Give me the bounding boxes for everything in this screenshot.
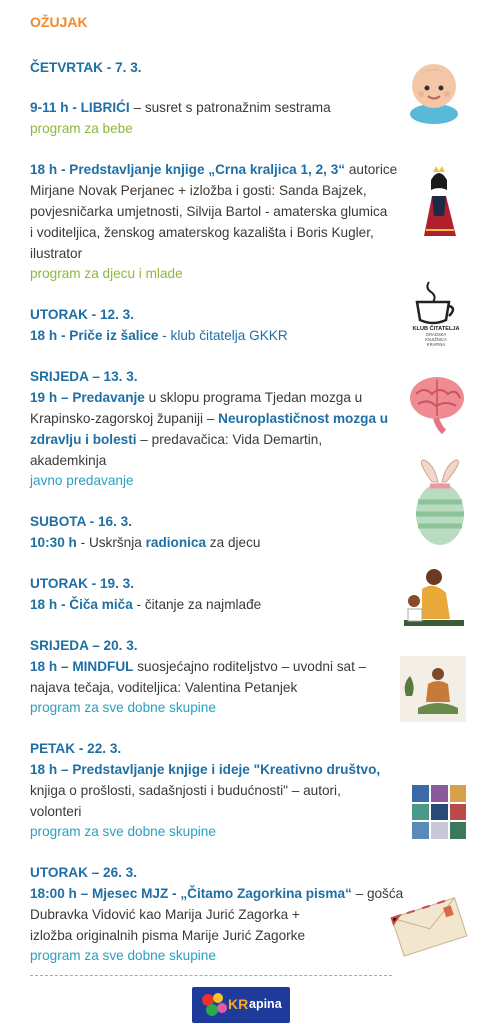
event-line: volonteri <box>30 804 82 819</box>
library-logo <box>192 987 290 1023</box>
mother-child-icon <box>398 565 468 631</box>
day-heading: SUBOTA - 16. 3. <box>30 514 132 529</box>
event-line: Krapinsko-zagorskoj županiji – Neuroplastičnost mozga u <box>30 411 389 426</box>
logo-heart-icon <box>198 990 230 1020</box>
event-line: i voditeljica, ženskog amaterskog kazališta i Boris Kugler, <box>30 225 374 240</box>
club-logo-text: GRADSKA <box>425 332 447 337</box>
day-heading: SRIJEDA – 20. 3. <box>30 638 138 653</box>
brain-icon <box>406 372 468 436</box>
baby-icon <box>401 58 467 128</box>
event-line: 18 h - Čiča miča - čitanje za najmlađe <box>30 597 262 612</box>
event-line: najava tečaja, voditeljica: Valentina Petanjek <box>30 680 298 695</box>
event-tag: javno predavanje <box>30 473 134 488</box>
event-line: 18 h - Predstavljanje knjige „Crna kraljica 1, 2, 3“ autorice <box>30 162 398 177</box>
event-line: 18 h – Predstavljanje knjige i ideje "Kreativno društvo, <box>30 762 381 777</box>
event-tag: program za djecu i mlade <box>30 266 183 281</box>
event-line: knjiga o prošlosti, sadašnjosti i budućnosti" – autori, <box>30 783 341 798</box>
event-line: 10:30 h - Uskršnja radionica za djecu <box>30 535 261 550</box>
meditation-icon <box>400 656 466 722</box>
divider <box>30 975 392 976</box>
event-line: zdravlju i bolesti – predavačica: Vida Demartin, <box>30 432 323 447</box>
club-logo-text: KRAPINA <box>426 342 446 346</box>
envelope-icon <box>388 893 470 959</box>
day-heading: UTORAK - 12. 3. <box>30 307 134 322</box>
easter-egg-icon <box>412 456 468 548</box>
event-tag: program za sve dobne skupine <box>30 948 216 963</box>
event-line: Mirjane Novak Perjanec + izložba i gosti: Sanda Bajzek, <box>30 183 367 198</box>
event-line: Dubravka Vidović kao Marija Jurić Zagorka + <box>30 907 300 922</box>
logo-text-suffix: apina <box>249 997 282 1011</box>
day-heading: PETAK - 22. 3. <box>30 741 122 756</box>
event-line: 18 h – MINDFUL suosjećajno roditeljstvo – uvodni sat – <box>30 659 367 674</box>
event-line: 18:00 h – Mjesec MJZ - „Čitamo Zagorkina pisma“ – gošća <box>30 886 404 901</box>
event-line: 19 h – Predavanje u sklopu programa Tjedan mozga u <box>30 390 363 405</box>
event-tag: program za sve dobne skupine <box>30 824 216 839</box>
queen-icon <box>414 160 464 238</box>
club-logo-text: KLUB ČITATELJA <box>412 326 460 332</box>
coffee-cup-logo <box>409 278 463 346</box>
day-heading: UTORAK - 19. 3. <box>30 576 134 591</box>
event-line: ilustrator <box>30 246 83 261</box>
day-heading: SRIJEDA – 13. 3. <box>30 369 138 384</box>
event-tag: program za sve dobne skupine <box>30 700 216 715</box>
book-collage-icon <box>410 783 468 841</box>
event-tag: program za bebe <box>30 121 133 136</box>
logo-text-prefix: KR <box>228 996 249 1012</box>
month-title: OŽUJAK <box>30 14 88 30</box>
day-heading: ČETVRTAK - 7. 3. <box>30 60 142 75</box>
event-line: 18 h - Priče iz šalice - klub čitatelja GKKR <box>30 328 288 343</box>
event-line: izložba originalnih pisma Marije Jurić Zagorke <box>30 928 306 943</box>
event-line: akademkinja <box>30 453 107 468</box>
event-line: 9-11 h - LIBRIĆI – susret s patronažnim sestrama <box>30 100 331 115</box>
club-logo-text: KNJIŽNICA <box>425 337 447 342</box>
event-line: povjesničarka umjetnosti, Silvija Bartol - amaterska glumica <box>30 204 388 219</box>
day-heading: UTORAK – 26. 3. <box>30 865 138 880</box>
